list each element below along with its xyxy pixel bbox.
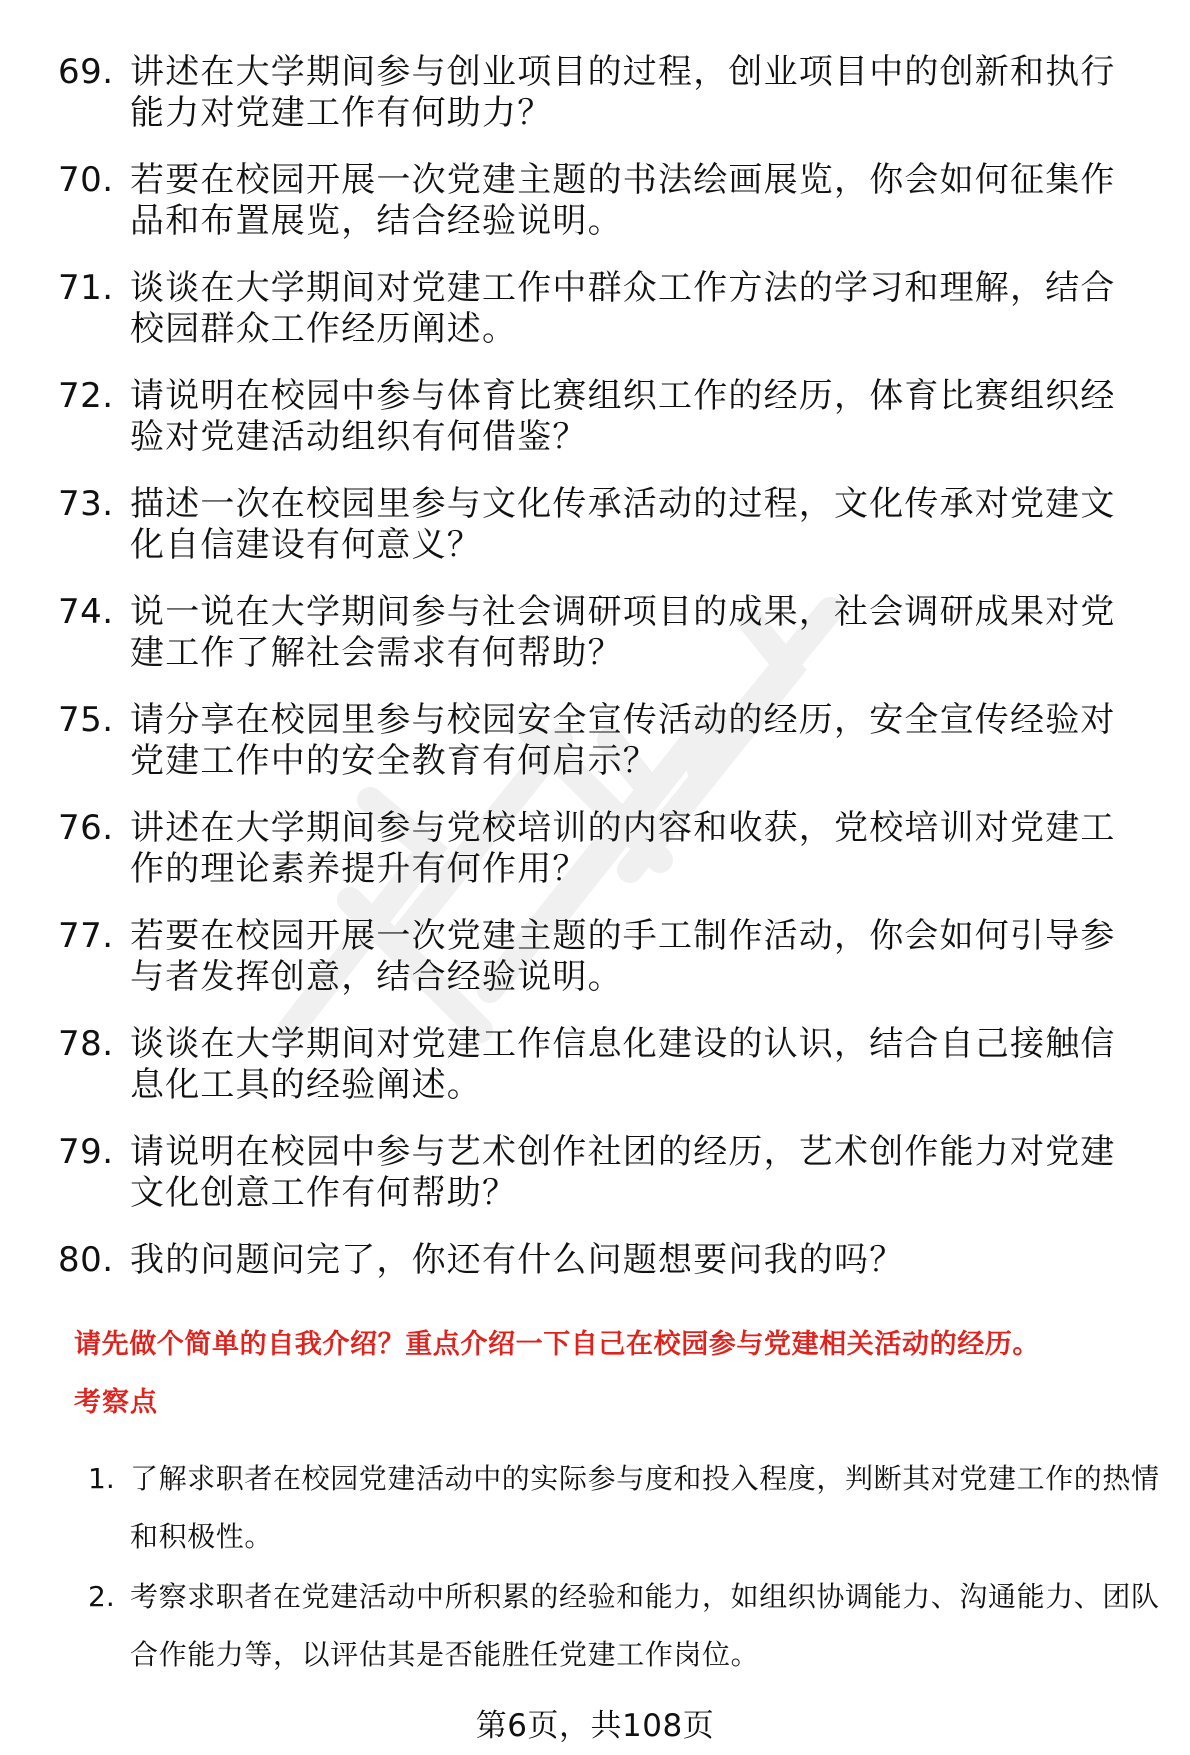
- section-subheading: 考察点: [74, 1387, 158, 1418]
- question-item: [58, 376, 1148, 458]
- point-item: [88, 1450, 1168, 1566]
- question-text: 讲述在大学期间参与创业项目的过程，创业项目中的创新和执行能力对党建工作有何助力？: [130, 52, 1116, 133]
- question-number: 71.: [58, 268, 114, 308]
- question-text: 请说明在校园中参与体育比赛组织工作的经历，体育比赛组织经验对党建活动组织有何借鉴？: [130, 376, 1116, 457]
- question-number: 75.: [58, 700, 114, 740]
- point-number: 2.: [88, 1580, 115, 1613]
- question-item: [58, 592, 1148, 674]
- question-text: 若要在校园开展一次党建主题的书法绘画展览，你会如何征集作品和布置展览，结合经验说明。: [130, 160, 1116, 241]
- question-list: [58, 52, 1148, 1307]
- point-item: [88, 1568, 1168, 1684]
- question-item: [58, 1240, 1148, 1281]
- point-text: 了解求职者在校园党建活动中的实际参与度和投入程度，判断其对党建工作的热情和积极性。: [130, 1462, 1160, 1553]
- point-number: 1.: [88, 1462, 115, 1495]
- question-number: 73.: [58, 484, 114, 524]
- question-text: 若要在校园开展一次党建主题的手工制作活动，你会如何引导参与者发挥创意，结合经验说明。: [130, 916, 1116, 997]
- question-number: 80.: [58, 1240, 114, 1280]
- question-item: [58, 484, 1148, 566]
- question-item: [58, 52, 1148, 134]
- question-text: 谈谈在大学期间对党建工作信息化建设的认识，结合自己接触信息化工具的经验阐述。: [130, 1024, 1116, 1105]
- question-item: [58, 1132, 1148, 1214]
- question-number: 74.: [58, 592, 114, 632]
- question-text: 我的问题问完了，你还有什么问题想要问我的吗？: [130, 1240, 905, 1280]
- question-item: [58, 268, 1148, 350]
- question-text: 讲述在大学期间参与党校培训的内容和收获，党校培训对党建工作的理论素养提升有何作用？: [130, 808, 1116, 889]
- question-text: 谈谈在大学期间对党建工作中群众工作方法的学习和理解，结合校园群众工作经历阐述。: [130, 268, 1116, 349]
- question-item: [58, 916, 1148, 998]
- question-number: 78.: [58, 1024, 114, 1064]
- question-number: 69.: [58, 52, 114, 92]
- section-heading: 请先做个简单的自我介绍？重点介绍一下自己在校园参与党建相关活动的经历。: [74, 1329, 1040, 1360]
- question-text: 说一说在大学期间参与社会调研项目的成果，社会调研成果对党建工作了解社会需求有何帮助？: [130, 592, 1116, 673]
- question-number: 72.: [58, 376, 114, 416]
- question-text: 请说明在校园中参与艺术创作社团的经历，艺术创作能力对党建文化创意工作有何帮助？: [130, 1132, 1116, 1213]
- question-number: 77.: [58, 916, 114, 956]
- question-item: [58, 808, 1148, 890]
- question-number: 70.: [58, 160, 114, 200]
- point-text: 考察求职者在党建活动中所积累的经验和能力，如组织协调能力、沟通能力、团队合作能力等，以评估其是否能胜任党建工作岗位。: [130, 1580, 1160, 1671]
- question-item: [58, 160, 1148, 242]
- question-text: 请分享在校园里参与校园安全宣传活动的经历，安全宣传经验对党建工作中的安全教育有何启示？: [130, 700, 1116, 781]
- question-number: 76.: [58, 808, 114, 848]
- question-number: 79.: [58, 1132, 114, 1172]
- question-item: [58, 1024, 1148, 1106]
- page-footer: 第6页，共108页: [475, 1708, 715, 1744]
- point-list: [88, 1450, 1168, 1686]
- question-item: [58, 700, 1148, 782]
- question-text: 描述一次在校园里参与文化传承活动的过程，文化传承对党建文化自信建设有何意义？: [130, 484, 1116, 565]
